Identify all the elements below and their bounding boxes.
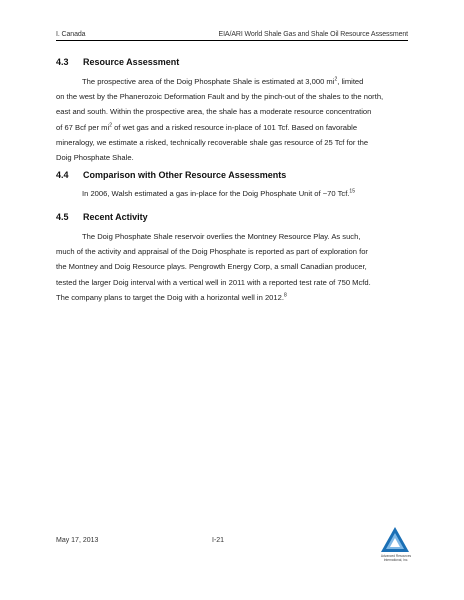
text-run: of 67 Bcf per mi	[56, 122, 110, 132]
logo-caption-line: Advanced Resources	[380, 554, 412, 558]
header-chapter: I. Canada	[56, 31, 86, 38]
logo-mark-icon	[380, 526, 410, 554]
text-line: tested the larger Doig interval with a vertical well in 2011 with a reported test rate of 750 Mcfd.	[56, 277, 371, 287]
paragraph-resource-assessment	[56, 74, 412, 165]
text-run: The company plans to target the Doig with a horizontal well in 2012.	[56, 292, 284, 302]
section-number: 4.5	[56, 212, 69, 222]
text-line: mineralogy, we estimate a risked, technically recoverable shale gas resource of 25 Tcf for the	[56, 137, 369, 147]
text-run: In 2006, Walsh estimated a gas in-place for the Doig Phosphate Unit of ~70 Tcf.	[82, 189, 350, 198]
company-logo	[380, 526, 410, 566]
text-line	[56, 120, 412, 135]
reference-superscript: 15	[349, 188, 355, 195]
text-run: The prospective area of the Doig Phosphate Shale is estimated at 3,000 mi	[82, 77, 335, 86]
text-line: Doig Phosphate Shale.	[56, 153, 134, 163]
text-line: on the west by the Phanerozoic Deformation Fault and by the pinch-out of the shales to the north,	[56, 92, 384, 102]
footer-date: May 17, 2013	[56, 537, 99, 544]
section-title: Comparison with Other Resource Assessments	[83, 170, 287, 180]
text-run: , limited	[337, 77, 364, 86]
section-title: Resource Assessment	[83, 57, 180, 67]
superscript: 2	[109, 122, 112, 129]
superscript: 2	[334, 76, 338, 83]
text-run: of wet gas and a risked resource in-place of 101 Tcf. Based on favorable	[111, 122, 358, 132]
header-report-title: EIA/ARI World Shale Gas and Shale Oil Resource Assessment	[218, 31, 408, 38]
section-title: Recent Activity	[83, 212, 148, 222]
section-heading-4-5	[56, 212, 148, 222]
logo-caption	[376, 554, 416, 562]
text-line	[56, 186, 412, 201]
section-heading-4-3	[56, 57, 179, 67]
text-line: the Montney and Doig Resource plays. Pengrowth Energy Corp, a small Canadian producer,	[56, 262, 367, 272]
paragraph-comparison	[56, 186, 412, 201]
text-line	[56, 290, 412, 305]
page-header	[56, 26, 408, 41]
paragraph-recent-activity	[56, 229, 412, 305]
reference-superscript: 8	[283, 292, 287, 299]
logo-caption-line: International, Inc.	[383, 558, 409, 562]
footer-page-number: I-21	[212, 537, 225, 544]
section-number: 4.4	[56, 170, 69, 180]
text-line: much of the activity and appraisal of the Doig Phosphate is reported as part of exploration for	[56, 247, 368, 257]
text-line: The Doig Phosphate Shale reservoir overlies the Montney Resource Play. As such,	[82, 232, 361, 241]
text-line	[56, 74, 412, 89]
section-heading-4-4	[56, 170, 286, 180]
page-footer	[56, 537, 408, 549]
section-number: 4.3	[56, 57, 69, 67]
text-line: east and south. Within the prospective area, the shale has a moderate resource concentration	[56, 107, 372, 117]
